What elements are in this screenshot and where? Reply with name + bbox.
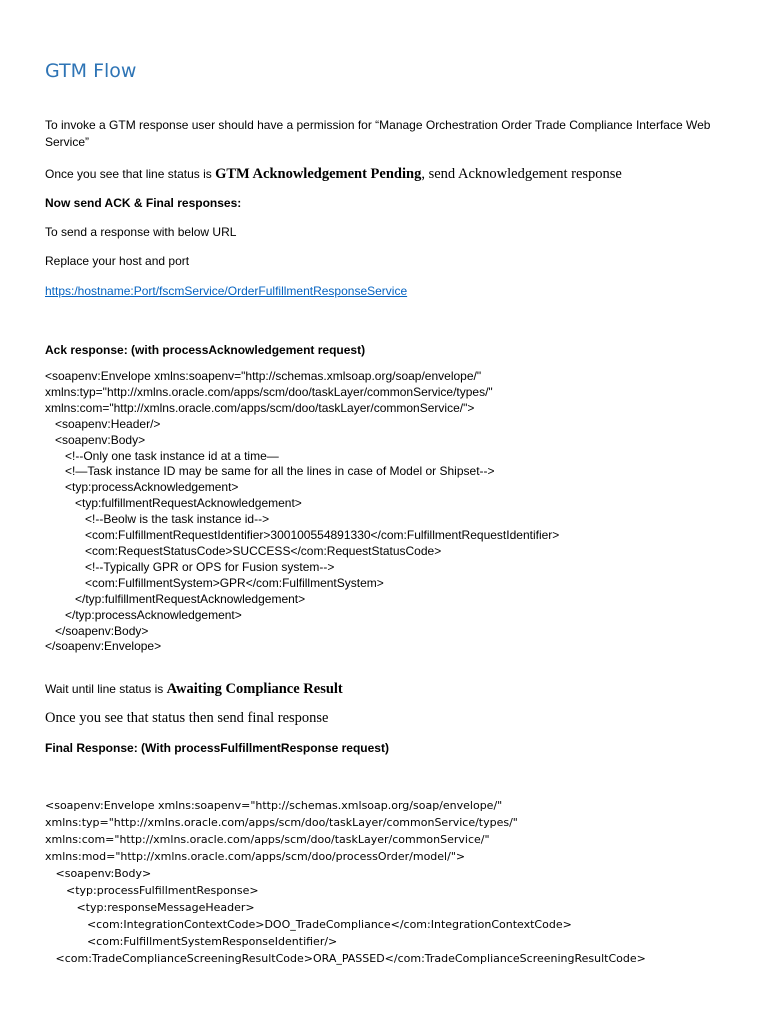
service-url-link[interactable]: https:/hostname:Port/fscmService/OrderFulfillmentResponseService [45, 284, 408, 298]
code-line: <soapenv:Body> [45, 432, 146, 447]
wait-status-value: Awaiting Compliance Result [166, 681, 343, 697]
replace-paragraph: Replace your host and port [45, 254, 190, 268]
code-line: <!—Task instance ID may be same for all the lines in case of Model or Shipset--> [45, 464, 495, 479]
code-line: <!--Only one task instance id at a time— [45, 448, 279, 463]
code-line: xmlns:mod="http://xmlns.oracle.com/apps/scm/doo/processOrder/model/"> [45, 850, 466, 863]
send-url-paragraph: To send a response with below URL [45, 225, 237, 239]
code-line: </soapenv:Envelope> [45, 639, 162, 654]
code-line: <com:FulfillmentRequestIdentifier>300100554891330</com:FulfillmentRequestIdentifier> [45, 528, 560, 543]
wait-status-paragraph [45, 681, 343, 698]
code-line: <com:FulfillmentSystemResponseIdentifier/> [45, 935, 338, 948]
page-title: GTM Flow [45, 60, 137, 82]
ack-status-paragraph [45, 166, 622, 183]
code-line: <!--Typically GPR or OPS for Fusion system--> [45, 559, 335, 574]
wait-status-prefix: Wait until line status is [45, 682, 167, 696]
ack-response-heading: Ack response: (with processAcknowledgement request) [45, 343, 366, 357]
code-line: </typ:processAcknowledgement> [45, 607, 242, 622]
ack-status-suffix-wrap [215, 166, 622, 182]
code-line: <com:TradeComplianceScreeningResultCode>ORA_PASSED</com:TradeComplianceScreeningResultCode> [45, 952, 646, 965]
send-heading: Now send ACK & Final responses: [45, 196, 242, 210]
code-line: </soapenv:Body> [45, 623, 149, 638]
code-line: <!--Beolw is the task instance id--> [45, 512, 270, 527]
ack-status-suffix: , send Acknowledgement response [421, 166, 622, 182]
final-response-heading: Final Response: (With processFulfillmentResponse request) [45, 741, 389, 755]
code-line: xmlns:typ="http://xmlns.oracle.com/apps/scm/doo/taskLayer/commonService/types/" [45, 384, 493, 399]
code-line: xmlns:com="http://xmlns.oracle.com/apps/scm/doo/taskLayer/commonService/"> [45, 400, 475, 415]
code-line: xmlns:typ="http://xmlns.oracle.com/apps/scm/doo/taskLayer/commonService/types/" [45, 816, 518, 829]
code-line: <typ:processAcknowledgement> [45, 480, 239, 495]
code-line: <typ:responseMessageHeader> [45, 901, 255, 914]
code-line: <soapenv:Header/> [45, 416, 161, 431]
final-code-block [45, 797, 646, 967]
ack-code-block [45, 369, 559, 655]
code-line: <com:FulfillmentSystem>GPR</com:FulfillmentSystem> [45, 575, 384, 590]
intro-paragraph: To invoke a GTM response user should have a permission for “Manage Orchestration Order Trade Compliance Interface Web Service” [45, 118, 711, 149]
code-line: <typ:processFulfillmentResponse> [45, 884, 259, 897]
code-line: <soapenv:Body> [45, 867, 152, 880]
code-line: </typ:fulfillmentRequestAcknowledgement> [45, 591, 306, 606]
code-line: <soapenv:Envelope xmlns:soapenv="http://schemas.xmlsoap.org/soap/envelope/" [45, 369, 482, 383]
url-paragraph [45, 283, 407, 300]
code-line: <typ:fulfillmentRequestAcknowledgement> [45, 496, 302, 511]
code-line: <soapenv:Envelope xmlns:soapenv="http://schemas.xmlsoap.org/soap/envelope/" [45, 799, 503, 812]
code-line: <com:IntegrationContextCode>DOO_TradeCompliance</com:IntegrationContextCode> [45, 918, 572, 931]
ack-status-value: GTM Acknowledgement Pending [215, 166, 422, 182]
once-status-paragraph: Once you see that status then send final response [45, 710, 329, 726]
ack-status-prefix: Once you see that line status is [45, 167, 216, 181]
code-line: xmlns:com="http://xmlns.oracle.com/apps/scm/doo/taskLayer/commonService/" [45, 833, 490, 846]
code-line: <com:RequestStatusCode>SUCCESS</com:RequestStatusCode> [45, 543, 442, 558]
wait-status-value-wrap [167, 681, 343, 697]
